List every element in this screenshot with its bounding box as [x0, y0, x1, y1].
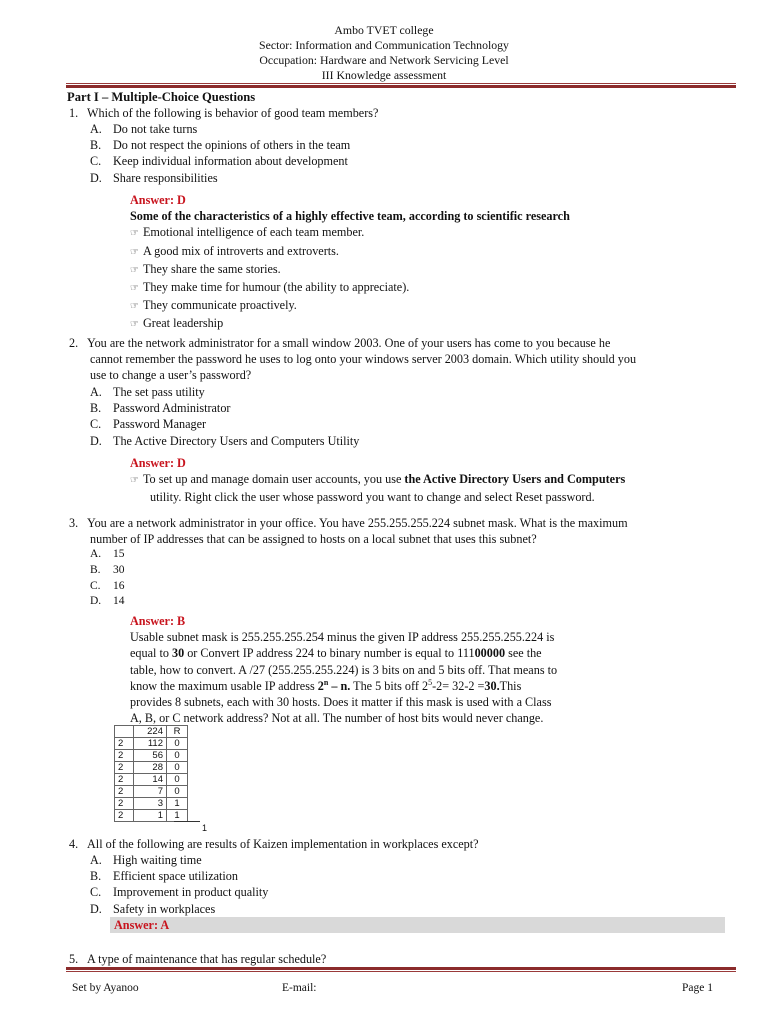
bullet-item: ☞ Emotional intelligence of each team member. — [130, 225, 365, 240]
question-text-line: You are a network administrator in your office. You have 255.255.255.224 subnet mask. What is the maximum — [87, 516, 628, 530]
question-4 — [69, 836, 726, 852]
option-b: B. Efficient space utilization — [90, 869, 238, 884]
table-row: 2 3 1 — [115, 798, 188, 810]
pointing-hand-icon: ☞ — [130, 475, 139, 487]
question-number: 4. — [69, 837, 79, 851]
question-3-explanation: Answer: B Usable subnet mask is 255.255.255.254 minus the given IP address 255.255.255.224 is equal to 30 or Convert IP address 224 to binary number is equal to 11100000 see the table, how to convert. A /27 (255.255.255.224) is 3 bits on and 5 bits off. That means to know the maximum usable IP address 2$^n$ – n. The 5 bits off $2^5-2= 32-2$ =30.This provides 8 subnets, each with 30 hosts. Does it matter if this mask is used with a Class A, B, or C network address? Not at all. The number of host bits would never change. — [130, 613, 726, 719]
table-row: 2 7 0 — [115, 786, 188, 798]
option-c: C. Password Manager — [90, 417, 207, 432]
occupation-line: Occupation: Hardware and Network Servicing Level — [259, 53, 509, 67]
bullet-item: ☞ They share the same stories. — [130, 261, 281, 276]
pointing-hand-icon: ☞ — [130, 246, 139, 258]
question-5 — [69, 951, 726, 967]
answer-highlight-bar — [110, 917, 725, 933]
option-b: B. Password Administrator — [90, 401, 231, 416]
option-b: B. 30 — [90, 563, 125, 576]
pointing-hand-icon: ☞ — [130, 319, 139, 331]
option-a: A. The set pass utility — [90, 385, 205, 399]
bullet-item: ☞ They communicate proactively. — [130, 298, 297, 313]
question-1-options — [90, 121, 350, 186]
question-2-explanation: Answer: D ☞ To set up and manage domain user accounts, you use the Active Directory Users and Computers utility. Right click the user whose password you want to change and select Reset password. — [130, 455, 726, 493]
option-b: B. Do not respect the opinions of others in the team — [90, 138, 351, 153]
bullet-item: ☞ A good mix of introverts and extroverts. — [130, 243, 339, 258]
pointing-hand-icon: ☞ — [130, 264, 139, 276]
answer-label: Answer: D — [130, 193, 186, 207]
bullet-item: ☞ Great leadership — [130, 316, 224, 331]
option-d: D. 14 — [90, 595, 125, 608]
part-title: Part I – Multiple-Choice Questions — [67, 90, 256, 104]
table-final-remainder: 1 — [114, 822, 188, 834]
table-row: 2 28 0 — [115, 762, 188, 774]
explain-heading: Some of the characteristics of a highly effective team, according to scientific research — [130, 209, 570, 224]
table-row: 2 1 1 — [115, 810, 188, 822]
option-a: A. High waiting time — [90, 853, 202, 867]
option-c: C. Improvement in product quality — [90, 885, 269, 900]
question-text-line: number of IP addresses that can be assigned to hosts on a local subnet that uses this subnet? — [90, 532, 537, 547]
question-3 — [69, 515, 726, 547]
footer-divider-thin — [66, 971, 736, 972]
question-2-options — [90, 384, 359, 449]
option-d: D. Safety in workplaces — [90, 901, 216, 916]
question-text-line: You are the network administrator for a small window 2003. One of your users has come to you because he — [87, 336, 611, 350]
footer-divider — [66, 967, 736, 970]
pointing-hand-icon: ☞ — [130, 283, 139, 295]
footer-page-number: Page 1 — [682, 982, 713, 994]
document-header — [0, 23, 768, 83]
question-3-options — [90, 547, 125, 610]
table-header-row: 224 R — [115, 726, 188, 738]
college-name: Ambo TVET college — [334, 23, 434, 37]
option-c: C. 16 — [90, 579, 125, 592]
footer-email: E-mail: — [282, 982, 317, 994]
answer-label: Answer: B — [130, 614, 186, 628]
question-text-line: cannot remember the password he uses to log onto your windows server 2003 domain. Which utility should you — [90, 352, 637, 367]
answer-label: Answer: D — [130, 456, 186, 470]
table-row: 2 14 0 — [115, 774, 188, 786]
table-row: 2 112 0 — [115, 738, 188, 750]
question-number: 5. — [69, 952, 79, 966]
question-number: 3. — [69, 516, 79, 530]
question-2 — [69, 335, 726, 384]
question-4-options — [90, 852, 268, 917]
option-c: C. Keep individual information about development — [90, 154, 348, 169]
question-1 — [69, 105, 726, 121]
option-a: A. 15 — [90, 548, 125, 560]
pointing-hand-icon: ☞ — [130, 228, 139, 240]
table-row: 2 56 0 — [115, 750, 188, 762]
question-text: All of the following are results of Kaizen implementation in workplaces except? — [87, 837, 479, 851]
bullet-item: ☞ They make time for humour (the ability to appreciate). — [130, 280, 410, 295]
binary-conversion-table — [114, 725, 208, 834]
header-divider — [66, 85, 736, 88]
footer-author: Set by Ayanoo — [72, 982, 139, 994]
question-number: 2. — [69, 336, 79, 350]
question-text: Which of the following is behavior of good team members? — [87, 106, 379, 120]
option-a: A. Do not take turns — [90, 122, 198, 136]
header-divider-thin — [66, 83, 736, 84]
assessment-line: III Knowledge assessment — [321, 68, 447, 82]
option-d: D. The Active Directory Users and Computers Utility — [90, 433, 360, 448]
pointing-hand-icon: ☞ — [130, 301, 139, 313]
question-1-explanation — [130, 192, 726, 331]
answer-label: Answer: A — [114, 918, 170, 932]
question-number: 1. — [69, 106, 79, 120]
option-d: D. Share responsibilities — [90, 170, 218, 185]
sector-line: Sector: Information and Communication Technology — [259, 38, 509, 52]
question-text-line: use to change a user’s password? — [90, 368, 252, 383]
question-text: A type of maintenance that has regular schedule? — [87, 952, 327, 966]
